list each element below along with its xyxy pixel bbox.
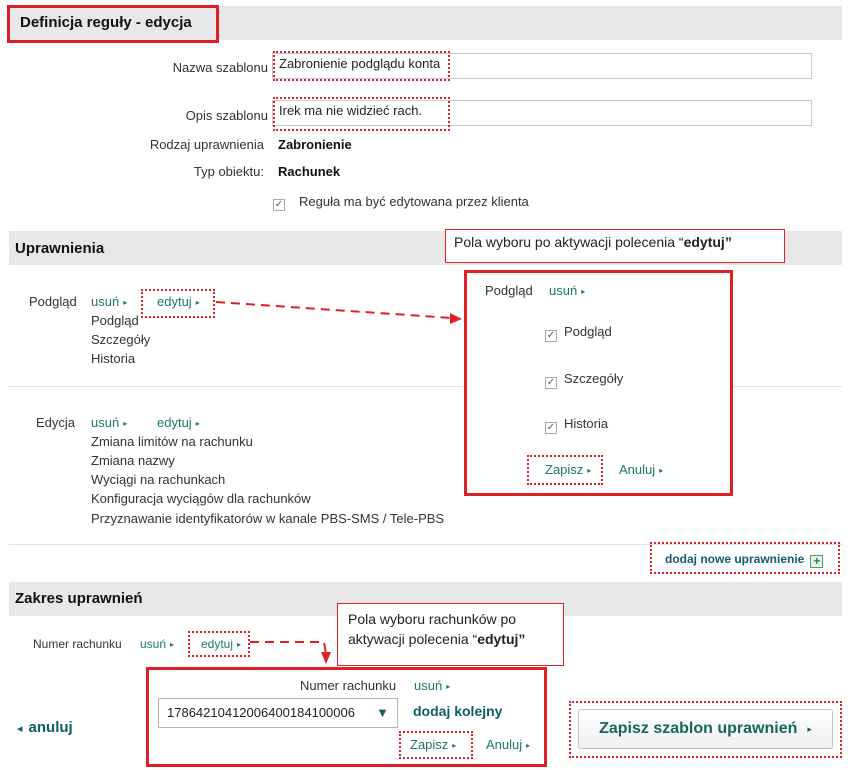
panel-checkbox-details[interactable] [545, 372, 557, 389]
edit-item: Wyciągi na rachunkach [91, 472, 226, 487]
triangle-right-icon: ▸ [659, 466, 664, 475]
arrow-left-icon: ◂ [17, 723, 23, 735]
account-panel-remove-text: usuń [414, 678, 443, 693]
view-item: Podgląd [91, 313, 139, 328]
add-new-permission-text: dodaj nowe uprawnienie [665, 552, 805, 566]
scope-edit-text: edytuj [201, 637, 234, 651]
check-icon: ✓ [546, 330, 556, 341]
panel-cancel-text: Anuluj [619, 462, 656, 477]
view-edit-highlight [141, 289, 215, 318]
template-name-value: Zabronienie podglądu konta [279, 56, 441, 71]
account-select[interactable] [158, 698, 398, 728]
scope-remove-text: usuń [140, 637, 167, 651]
edit-group-edit-link[interactable] [157, 415, 200, 430]
panel-checkbox-view[interactable] [545, 325, 557, 342]
account-panel-remove-link[interactable] [414, 678, 450, 693]
triangle-right-icon: ▸ [807, 723, 812, 734]
scope-callout [337, 603, 564, 666]
account-panel-cancel-link[interactable] [486, 737, 530, 752]
panel-remove-text: usuń [549, 283, 578, 298]
edit-item: Konfiguracja wyciągów dla rachunków [91, 491, 311, 506]
arrow-to-account-panel [248, 634, 338, 668]
add-new-permission-highlight [650, 542, 840, 574]
edit-item: Przyznawanie identyfikatorów w kanale PBS-SMS / Tele-PBS [91, 511, 445, 526]
panel-checkbox-history[interactable] [545, 417, 557, 434]
triangle-right-icon: ▸ [587, 466, 592, 475]
template-desc-value: Irek ma nie widzieć rach. [279, 103, 423, 118]
arrow-to-permissions-panel [214, 296, 466, 326]
triangle-right-icon: ▸ [195, 298, 200, 307]
view-edit-text: edytuj [157, 294, 192, 309]
template-desc-label: Opis szablonu [185, 108, 268, 123]
view-remove-link[interactable] [91, 294, 127, 309]
account-panel-save-highlight [399, 731, 473, 759]
scope-callout-line1: Pola wyboru rachunków po [348, 611, 517, 627]
permission-type-label: Rodzaj uprawnienia [149, 137, 264, 152]
scope-callout-close-quote: ” [518, 631, 526, 647]
scope-callout-line2: aktywacji polecenia [348, 631, 469, 647]
account-panel-cancel-text: Anuluj [486, 737, 523, 752]
permissions-title: Uprawnienia [15, 240, 105, 257]
edit-item: Zmiana limitów na rachunku [91, 434, 253, 449]
view-item: Szczegóły [91, 332, 151, 347]
check-icon: ✓ [274, 199, 284, 210]
triangle-right-icon: ▸ [452, 741, 457, 750]
edit-group-remove-link[interactable] [91, 415, 127, 430]
scope-title: Zakres uprawnień [15, 590, 143, 607]
template-desc-highlight [273, 97, 450, 131]
scope-remove-link[interactable] [140, 637, 174, 651]
panel-check-label: Historia [564, 416, 609, 431]
permission-type-value: Zabronienie [278, 137, 352, 152]
account-select-value: 17864210412006400184100006 [167, 705, 355, 720]
object-type-label: Typ obiektu: [193, 164, 264, 179]
cancel-link-text: anuluj [28, 719, 73, 736]
scope-callout-open-quote: “ [472, 631, 478, 647]
permissions-callout-keyword: edytuj [683, 234, 725, 250]
save-template-button[interactable] [578, 709, 833, 749]
edit-group-edit-text: edytuj [157, 415, 192, 430]
page-title: Definicja reguły - edycja [20, 14, 192, 31]
permissions-callout-close-quote: ” [724, 234, 732, 250]
triangle-right-icon: ▸ [581, 287, 586, 296]
client-editable-label: Reguła ma być edytowana przez klienta [299, 194, 529, 209]
triangle-right-icon: ▸ [123, 419, 128, 428]
plus-icon: + [810, 555, 823, 568]
scope-callout-keyword: edytuj [477, 631, 519, 647]
triangle-right-icon: ▸ [170, 640, 175, 649]
view-group-label: Podgląd [29, 294, 77, 309]
cancel-link[interactable] [17, 719, 73, 736]
edit-group-label: Edycja [36, 415, 76, 430]
view-item: Historia [91, 351, 136, 366]
add-next-account-link[interactable]: dodaj kolejny [413, 703, 503, 719]
triangle-right-icon: ▸ [123, 298, 128, 307]
triangle-right-icon: ▸ [237, 640, 242, 649]
scope-edit-highlight [188, 631, 250, 657]
account-panel-save-text: Zapisz [410, 737, 449, 752]
client-editable-checkbox[interactable] [273, 194, 285, 211]
check-icon: ✓ [546, 422, 556, 433]
template-name-label: Nazwa szablonu [172, 60, 268, 75]
triangle-right-icon: ▸ [446, 682, 451, 691]
dropdown-arrow-icon: ▼ [376, 705, 389, 720]
panel-check-label: Podgląd [564, 324, 612, 339]
triangle-right-icon: ▸ [526, 741, 531, 750]
panel-group-label: Podgląd [485, 283, 533, 298]
panel-cancel-link[interactable] [619, 462, 663, 477]
template-name-highlight [273, 51, 450, 81]
permissions-callout-open-quote: “ [678, 234, 684, 250]
scope-account-label: Numer rachunku [33, 637, 122, 651]
panel-remove-link[interactable] [549, 283, 585, 298]
check-icon: ✓ [546, 377, 556, 388]
panel-save-highlight [527, 455, 603, 485]
account-panel-label: Numer rachunku [300, 678, 397, 693]
view-remove-text: usuń [91, 294, 120, 309]
object-type-value: Rachunek [278, 164, 341, 179]
panel-save-text: Zapisz [545, 462, 584, 477]
panel-check-label: Szczegóły [564, 371, 624, 386]
triangle-right-icon: ▸ [195, 419, 200, 428]
permissions-callout [445, 229, 785, 263]
edit-group-remove-text: usuń [91, 415, 120, 430]
permissions-callout-text: Pola wyboru po aktywacji polecenia [454, 234, 676, 250]
edit-item: Zmiana nazwy [91, 453, 175, 468]
save-template-text: Zapisz szablon uprawnień [599, 720, 798, 737]
